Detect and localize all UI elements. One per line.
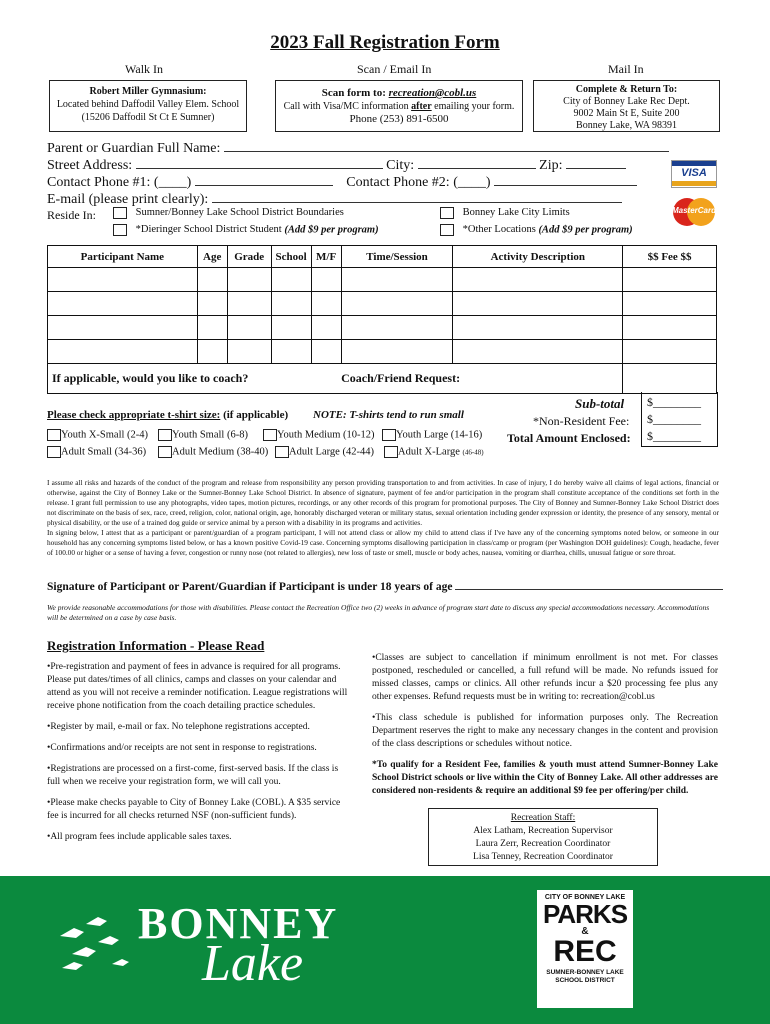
tshirt-heading <box>47 409 288 421</box>
tshirt-heading-suffix: (if applicable) <box>220 409 289 421</box>
parks-rec-logo <box>537 890 633 1008</box>
header-fee: $$ Fee $$ <box>623 246 717 268</box>
reside-option-district <box>113 207 344 219</box>
staff-supervisor: Alex Latham, Recreation Supervisor <box>473 826 613 836</box>
email-label: E-mail (please print clearly): <box>47 192 209 207</box>
info-checks: •Please make checks payable to City of Bonney Lake (COBL). A $35 service fee is incurred for all checks returned NSF (non-sufficient funds). <box>47 798 341 821</box>
info-heading: Registration Information - Please Read <box>47 638 265 653</box>
table-header-row <box>48 246 717 268</box>
info-taxes: •All program fees include applicable sales taxes. <box>47 832 232 842</box>
scan-email-link[interactable]: recreation@cobl.us <box>388 87 477 99</box>
info-confirmations: •Confirmations and/or receipts are not sent in response to registrations. <box>47 743 317 753</box>
phone2-label: Contact Phone #2: (____) <box>346 175 491 190</box>
zip-field[interactable] <box>566 157 626 169</box>
city-label: City: <box>386 158 415 173</box>
signature-label: Signature of Participant or Parent/Guardian if Participant is under 18 years of age <box>47 581 453 593</box>
scan-call-text: Call with Visa/MC information <box>283 101 412 112</box>
header-grade: Grade <box>227 246 271 268</box>
reside-city-checkbox[interactable] <box>440 207 454 219</box>
size-adult-xl-checkbox[interactable] <box>384 446 398 458</box>
size-youth-m-label: Youth Medium (10-12) <box>277 429 375 441</box>
mail-box <box>533 80 720 132</box>
size-youth-xs <box>47 429 148 441</box>
header-age: Age <box>197 246 227 268</box>
size-youth-m-checkbox[interactable] <box>263 429 277 441</box>
info-first-come: •Registrations are processed on a first-come, first-served basis. If the class is full when we receive your registration form, we will call you. <box>47 764 339 787</box>
bonney-lake-logo <box>52 896 342 996</box>
reside-dieringer-label: *Dieringer School District Student <box>135 224 285 236</box>
zip-label: Zip: <box>539 158 563 173</box>
size-youth-s-label: Youth Small (6-8) <box>172 429 248 441</box>
parent-name-label: Parent or Guardian Full Name: <box>47 141 221 156</box>
size-adult-xl <box>384 446 484 458</box>
scan-box <box>275 80 523 132</box>
total-label: Total Amount Enclosed: <box>507 431 631 445</box>
size-adult-m <box>158 446 268 458</box>
walk-in-directions: Located behind Daffodil Valley Elem. School <box>56 99 240 110</box>
info-right-column <box>372 652 718 798</box>
scan-call-suffix: emailing your form. <box>431 101 515 112</box>
table-row[interactable] <box>48 340 717 364</box>
size-adult-s <box>47 446 146 458</box>
mail-dept: City of Bonney Lake Rec Dept. <box>563 96 690 107</box>
mail-street: 9002 Main St E, Suite 200 <box>573 108 680 119</box>
size-youth-l-label: Youth Large (14-16) <box>396 429 483 441</box>
info-register-by: •Register by mail, e-mail or fax. No telephone registrations accepted. <box>47 722 310 732</box>
waiver-text <box>47 478 719 558</box>
info-cancellation: •Classes are subject to cancellation if minimum enrollment is not met. For classes postponed, rescheduled or cancelled, a full refund will be made. No refunds issued for missed classes, camps or clinics. All other refunds incur a $20 processing fee plus any other expenses. Refund requests must be in writing to: recreation@cobl.us <box>372 653 718 702</box>
reside-option-city <box>440 207 570 219</box>
size-adult-m-label: Adult Medium (38-40) <box>172 446 269 458</box>
walk-in-address: (15206 Daffodil St Ct E Sumner) <box>81 112 215 123</box>
reside-city-label: Bonney Lake City Limits <box>462 207 570 219</box>
street-label: Street Address: <box>47 158 133 173</box>
table-row[interactable] <box>48 292 717 316</box>
parks-city-text: CITY OF BONNEY LAKE <box>544 894 626 901</box>
size-adult-xl-range: (46-48) <box>462 448 484 457</box>
mail-heading: Complete & Return To: <box>575 84 678 95</box>
phone2-field[interactable] <box>494 174 637 186</box>
reside-district-label: Sumner/Bonney Lake School District Boundaries <box>135 207 344 219</box>
nonres-fee-label: *Non-Resident Fee: <box>533 414 630 428</box>
mastercard-logo <box>668 196 720 228</box>
walk-in-location: Robert Miller Gymnasium: <box>89 86 207 97</box>
city-field[interactable] <box>418 157 536 169</box>
size-youth-xs-checkbox[interactable] <box>47 429 61 441</box>
street-field[interactable] <box>136 157 383 169</box>
size-youth-l <box>382 429 482 441</box>
header-activity: Activity Description <box>453 246 623 268</box>
mastercard-text: MasterCard <box>671 206 716 215</box>
rec-text: REC <box>553 935 617 968</box>
parent-name-field[interactable] <box>224 140 669 152</box>
mail-in-label: Mail In <box>608 62 644 76</box>
reside-other-checkbox[interactable] <box>440 224 454 236</box>
mail-city: Bonney Lake, WA 98391 <box>576 120 677 131</box>
reside-other-fee: (Add $9 per program) <box>538 224 633 236</box>
walk-in-box <box>49 80 247 132</box>
reside-option-dieringer <box>113 224 379 236</box>
table-row[interactable] <box>48 268 717 292</box>
signature-field[interactable] <box>455 579 723 590</box>
header-participant: Participant Name <box>48 246 198 268</box>
size-adult-l-checkbox[interactable] <box>275 446 289 458</box>
size-adult-l-label: Adult Large (42-44) <box>289 446 374 458</box>
info-prereg: •Pre-registration and payment of fees in advance is required for all programs. Please put dates/times of all clinics, camps and classes on your calendar and attend as you will not receive a reminder notification. League registrations will receive phone notification from the coach detailing practice schedules. <box>47 662 348 711</box>
size-youth-s-checkbox[interactable] <box>158 429 172 441</box>
signature-row <box>47 579 723 593</box>
size-adult-xl-label: Adult X-Large <box>398 446 460 458</box>
logo-bonney-text: BONNEY <box>138 899 339 948</box>
phone1-label: Contact Phone #1: (____) <box>47 175 192 190</box>
parent-name-row <box>47 140 669 157</box>
staff-box <box>428 808 658 866</box>
staff-coordinator-1: Laura Zerr, Recreation Coordinator <box>475 839 611 849</box>
tshirt-heading-text: Please check appropriate t-shirt size: <box>47 409 221 421</box>
size-youth-l-checkbox[interactable] <box>382 429 396 441</box>
visa-text: VISA <box>681 167 707 179</box>
coach-question: If applicable, would you like to coach? <box>48 364 342 394</box>
size-adult-s-label: Adult Small (34-36) <box>61 446 147 458</box>
participant-table <box>47 245 717 394</box>
nonres-fee-field[interactable]: $________ <box>647 412 701 426</box>
totals-box <box>641 392 718 447</box>
phone1-field[interactable] <box>195 174 333 186</box>
coach-friend-request: Coach/Friend Request: <box>341 364 623 394</box>
info-left-column <box>47 661 352 844</box>
email-field[interactable] <box>212 191 622 203</box>
scan-after-text: after <box>411 101 432 112</box>
waiver-paragraph-1: I assume all risks and hazards of the conduct of the program and release from responsibility any person providing transportation to and from activities. In case of injury, I do hereby waive all claims of legal actions, financial or otherwise, against the City of Bonney Lake or the Sumner-Bonney Lake School District. In absence of signature, payment of fee and/or participation in the program shall constitute acceptance of the conditions set forth in the release. I grant full permission to use any photographs, video tapes, motion pictures, recordings, or any other records of this program for promotional purposes. The City of Bonney and Sumner-Bonney Lake School District does not discriminate on the basis of sex, race, creed, religion, color, national origin, age, honorably discharged veteran or military status, sexual orientation including gender expression or identity, the presence of any sensory, mental or physical disability, or the use of a trained dog guide or service animal by a person with a disability in its programs and activities. <box>47 478 719 527</box>
accommodations-note: We provide reasonable accommodations for those with disabilities. Please contact the Recreation Office two (2) weeks in advance of program start date to discuss any special accommodations necessary. Accommodations will be determined on a case by case basis. <box>47 603 710 622</box>
waiver-paragraph-2: In signing below, I attest that as a participant or parent/guardian of a program participant, I will not attend class or allow my child to attend class if I've have any of the concerning symptoms noted below, or someone in our household has any concerning symptoms listed below, or has a known positive Covid-19 case. Concerning symptoms disallowing participation in class/camp or program (per Washington DOH guidelines): Cough, headache, fever of 100.00 or higher or a sense of having a fever, congestion or runny nose (not related to allergies), new loss of taste or smell, muscle or body aches, nausea, vomiting or diarrhea, chills, unusual fatigue or sore throat. <box>47 528 719 557</box>
reside-dieringer-checkbox[interactable] <box>113 224 127 236</box>
header-school: School <box>271 246 311 268</box>
size-adult-m-checkbox[interactable] <box>158 446 172 458</box>
staff-heading: Recreation Staff: <box>510 813 576 823</box>
coach-row <box>48 364 717 394</box>
total-field[interactable]: $________ <box>647 429 701 443</box>
district-text: SUMNER-BONNEY LAKE SCHOOL DISTRICT <box>546 969 624 984</box>
scan-prefix: Scan form to: <box>321 87 389 99</box>
reside-other-label: *Other Locations <box>462 224 539 236</box>
size-adult-l <box>275 446 374 458</box>
logo-lake-text: Lake <box>202 935 304 992</box>
scan-email-label: Scan / Email In <box>357 62 432 76</box>
info-resident-fee: *To qualify for a Resident Fee, families & youth must attend Sumner-Bonney Lake School District schools or live within the City of Bonney Lake. All other addresses are considered non-residents & require an additional $9 fee per offering/per child. <box>372 760 718 796</box>
info-schedule: •This class schedule is published for information purposes only. The Recreation Department reserves the right to make any necessary changes in the content and provision of the class descriptions or schedules without notice. <box>372 713 718 749</box>
table-row[interactable] <box>48 316 717 340</box>
header-time: Time/Session <box>341 246 453 268</box>
address-row <box>47 157 626 174</box>
header-mf: M/F <box>311 246 341 268</box>
phone-row <box>47 174 637 191</box>
size-youth-xs-label: Youth X-Small (2-4) <box>61 429 149 441</box>
visa-logo <box>671 160 717 188</box>
reside-label: Reside In: <box>47 208 96 222</box>
staff-coordinator-2: Lisa Tenney, Recreation Coordinator <box>473 852 613 862</box>
reside-option-other <box>440 224 633 236</box>
reside-district-checkbox[interactable] <box>113 207 127 219</box>
size-youth-s <box>158 429 248 441</box>
parks-amp: & <box>581 926 589 937</box>
scan-phone: Phone (253) 891-6500 <box>349 113 449 125</box>
form-title: 2023 Fall Registration Form <box>270 32 500 53</box>
geese-icon <box>52 906 152 986</box>
coach-fee-cell[interactable] <box>623 364 717 394</box>
email-row <box>47 191 622 208</box>
size-adult-s-checkbox[interactable] <box>47 446 61 458</box>
size-youth-m <box>263 429 375 441</box>
parks-text: PARKS <box>542 899 628 929</box>
walk-in-label: Walk In <box>125 62 164 76</box>
subtotal-label: Sub-total <box>575 396 625 411</box>
footer-band <box>0 876 770 1024</box>
subtotal-field[interactable]: $________ <box>647 395 701 409</box>
tshirt-note: NOTE: T-shirts tend to run small <box>313 409 464 421</box>
reside-dieringer-fee: (Add $9 per program) <box>284 224 379 236</box>
